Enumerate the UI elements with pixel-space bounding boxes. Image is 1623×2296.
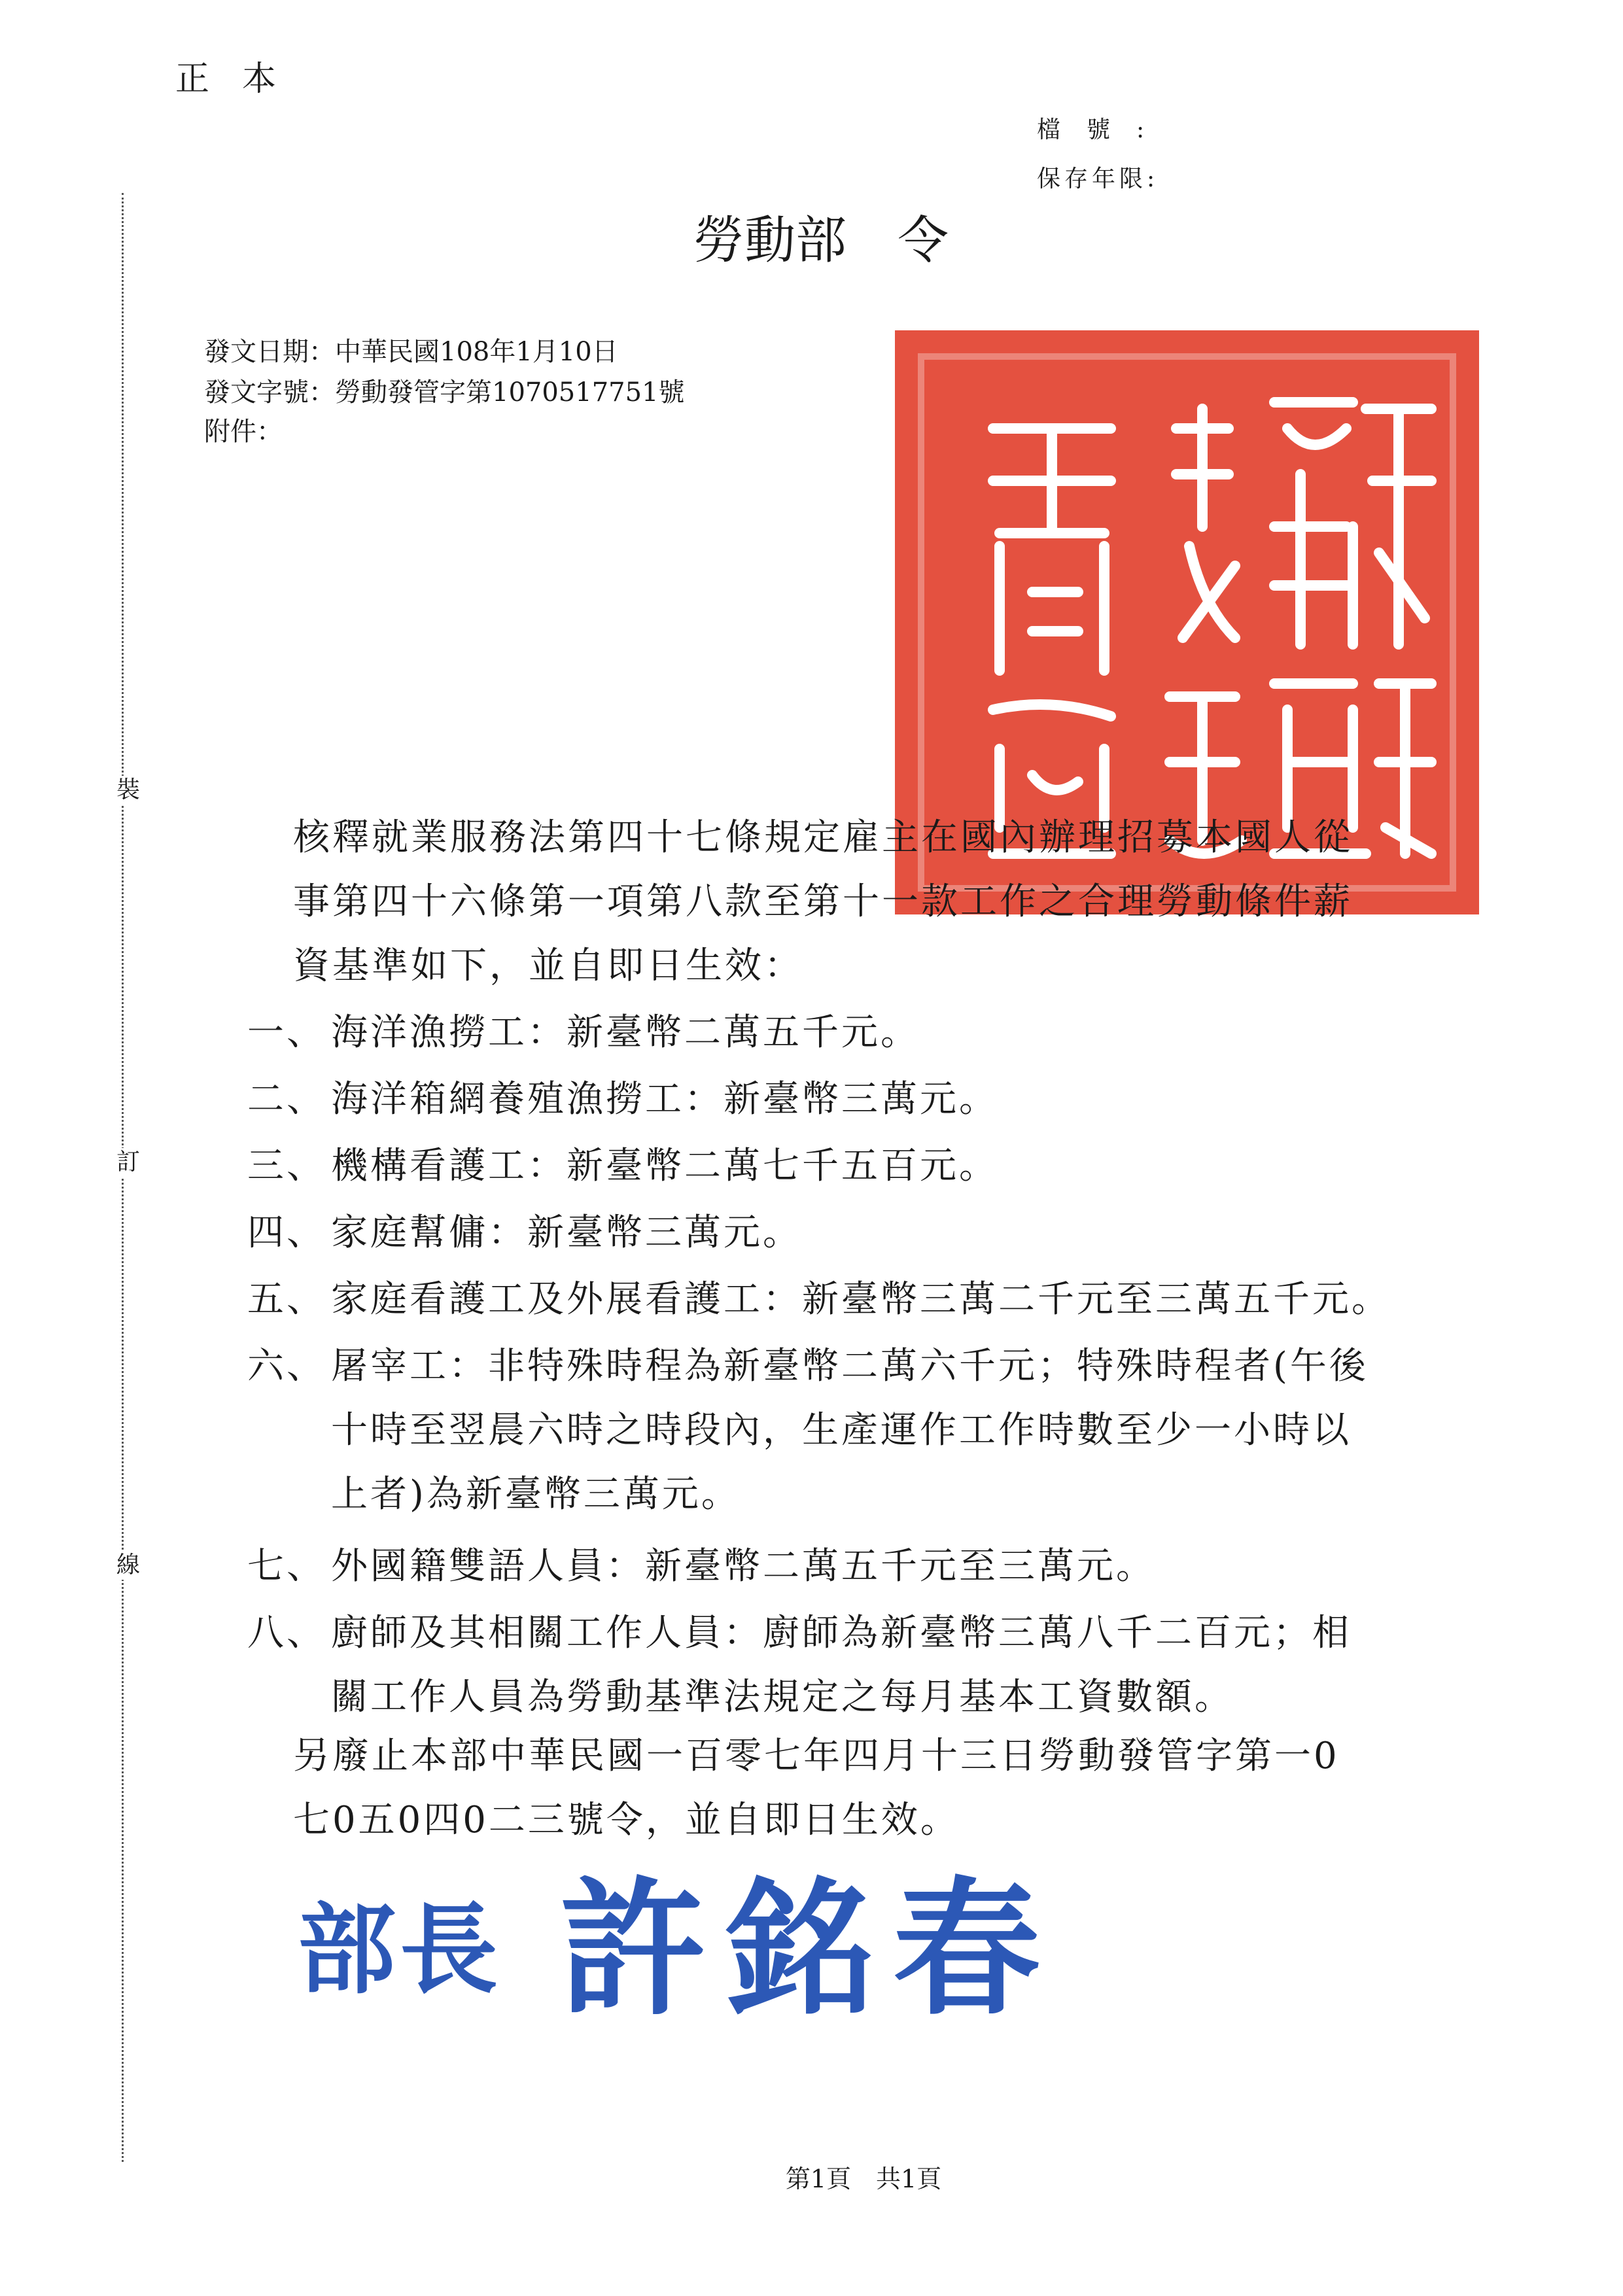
wage-item-2: [247, 1068, 1477, 1132]
intro-line: 核釋就業服務法第四十七條規定雇主在國內辦理招募本國人從: [293, 816, 1353, 859]
wage-item-7: [247, 1535, 1477, 1599]
wage-item-8: [247, 1601, 1477, 1730]
binding-dotted-line: [122, 193, 124, 2162]
wage-item-4: [247, 1201, 1477, 1265]
item-number: 七、: [247, 1545, 326, 1588]
item-text: 家庭看護工及外展看護工：新臺幣三萬二千元至三萬五千元。: [331, 1278, 1391, 1321]
item-text: 屠宰工：非特殊時程為新臺幣二萬六千元；特殊時程者(午後: [331, 1345, 1369, 1387]
item-text: 海洋漁撈工：新臺幣二萬五千元。: [331, 1011, 920, 1054]
item-number: 六、: [247, 1345, 326, 1387]
wage-item-6: [247, 1334, 1477, 1527]
binding-mark-bind: 裝: [116, 776, 140, 803]
item-number: 八、: [247, 1612, 326, 1654]
item-number: 二、: [247, 1078, 326, 1121]
wage-item-3: [247, 1134, 1477, 1198]
item-text-continued: 十時至翌晨六時之時段內，生產運作工作時數至少一小時以: [331, 1409, 1352, 1452]
item-text: 外國籍雙語人員：新臺幣二萬五千元至三萬元。: [331, 1545, 1155, 1588]
item-text-continued: 上者)為新臺幣三萬元。: [331, 1473, 741, 1516]
signature-title: 部長: [298, 1894, 502, 2008]
intro-line: 資基準如下，並自即日生效：: [293, 945, 803, 987]
closing-line: 另廢止本部中華民國一百零七年四月十三日勞動發管字第一0: [293, 1735, 1340, 1777]
issue-date: 發文日期：中華民國108年1月10日: [204, 337, 618, 367]
reference-number: 發文字號：勞動發管字第1070517751號: [204, 377, 685, 408]
page-number: 第1頁 共1頁: [785, 2165, 942, 2193]
document-title: 勞動部 令: [693, 211, 949, 270]
binding-mark-staple: 訂: [116, 1149, 140, 1175]
binding-mark-line: 線: [116, 1552, 140, 1578]
item-text: 家庭幫傭：新臺幣三萬元。: [331, 1211, 802, 1254]
retention-period-label: 保存年限:: [1037, 165, 1159, 192]
attachment-label: 附件：: [204, 417, 283, 447]
signature-name: 許銘春: [559, 1864, 1060, 2036]
wage-item-5: [247, 1268, 1477, 1332]
original-copy-mark: 正本: [175, 60, 309, 99]
intro-paragraph: [293, 806, 1471, 998]
closing-line: 七0五0四0二三號令，並自即日生效。: [293, 1799, 960, 1841]
item-text-continued: 關工作人員為勞動基準法規定之每月基本工資數額。: [331, 1676, 1234, 1718]
intro-line: 事第四十六條第一項第八款至第十一款工作之合理勞動條件薪: [293, 880, 1353, 923]
wage-item-1: [247, 1001, 1477, 1065]
item-number: 三、: [247, 1145, 326, 1187]
item-number: 五、: [247, 1278, 326, 1321]
item-text: 海洋箱網養殖漁撈工：新臺幣三萬元。: [331, 1078, 998, 1121]
item-number: 四、: [247, 1211, 326, 1254]
item-text: 機構看護工：新臺幣二萬七千五百元。: [331, 1145, 998, 1187]
item-number: 一、: [247, 1011, 326, 1054]
archive-number-label: 檔號:: [1037, 116, 1171, 143]
item-text: 廚師及其相關工作人員：廚師為新臺幣三萬八千二百元；相: [331, 1612, 1352, 1654]
minister-signature: [298, 1825, 1070, 2036]
